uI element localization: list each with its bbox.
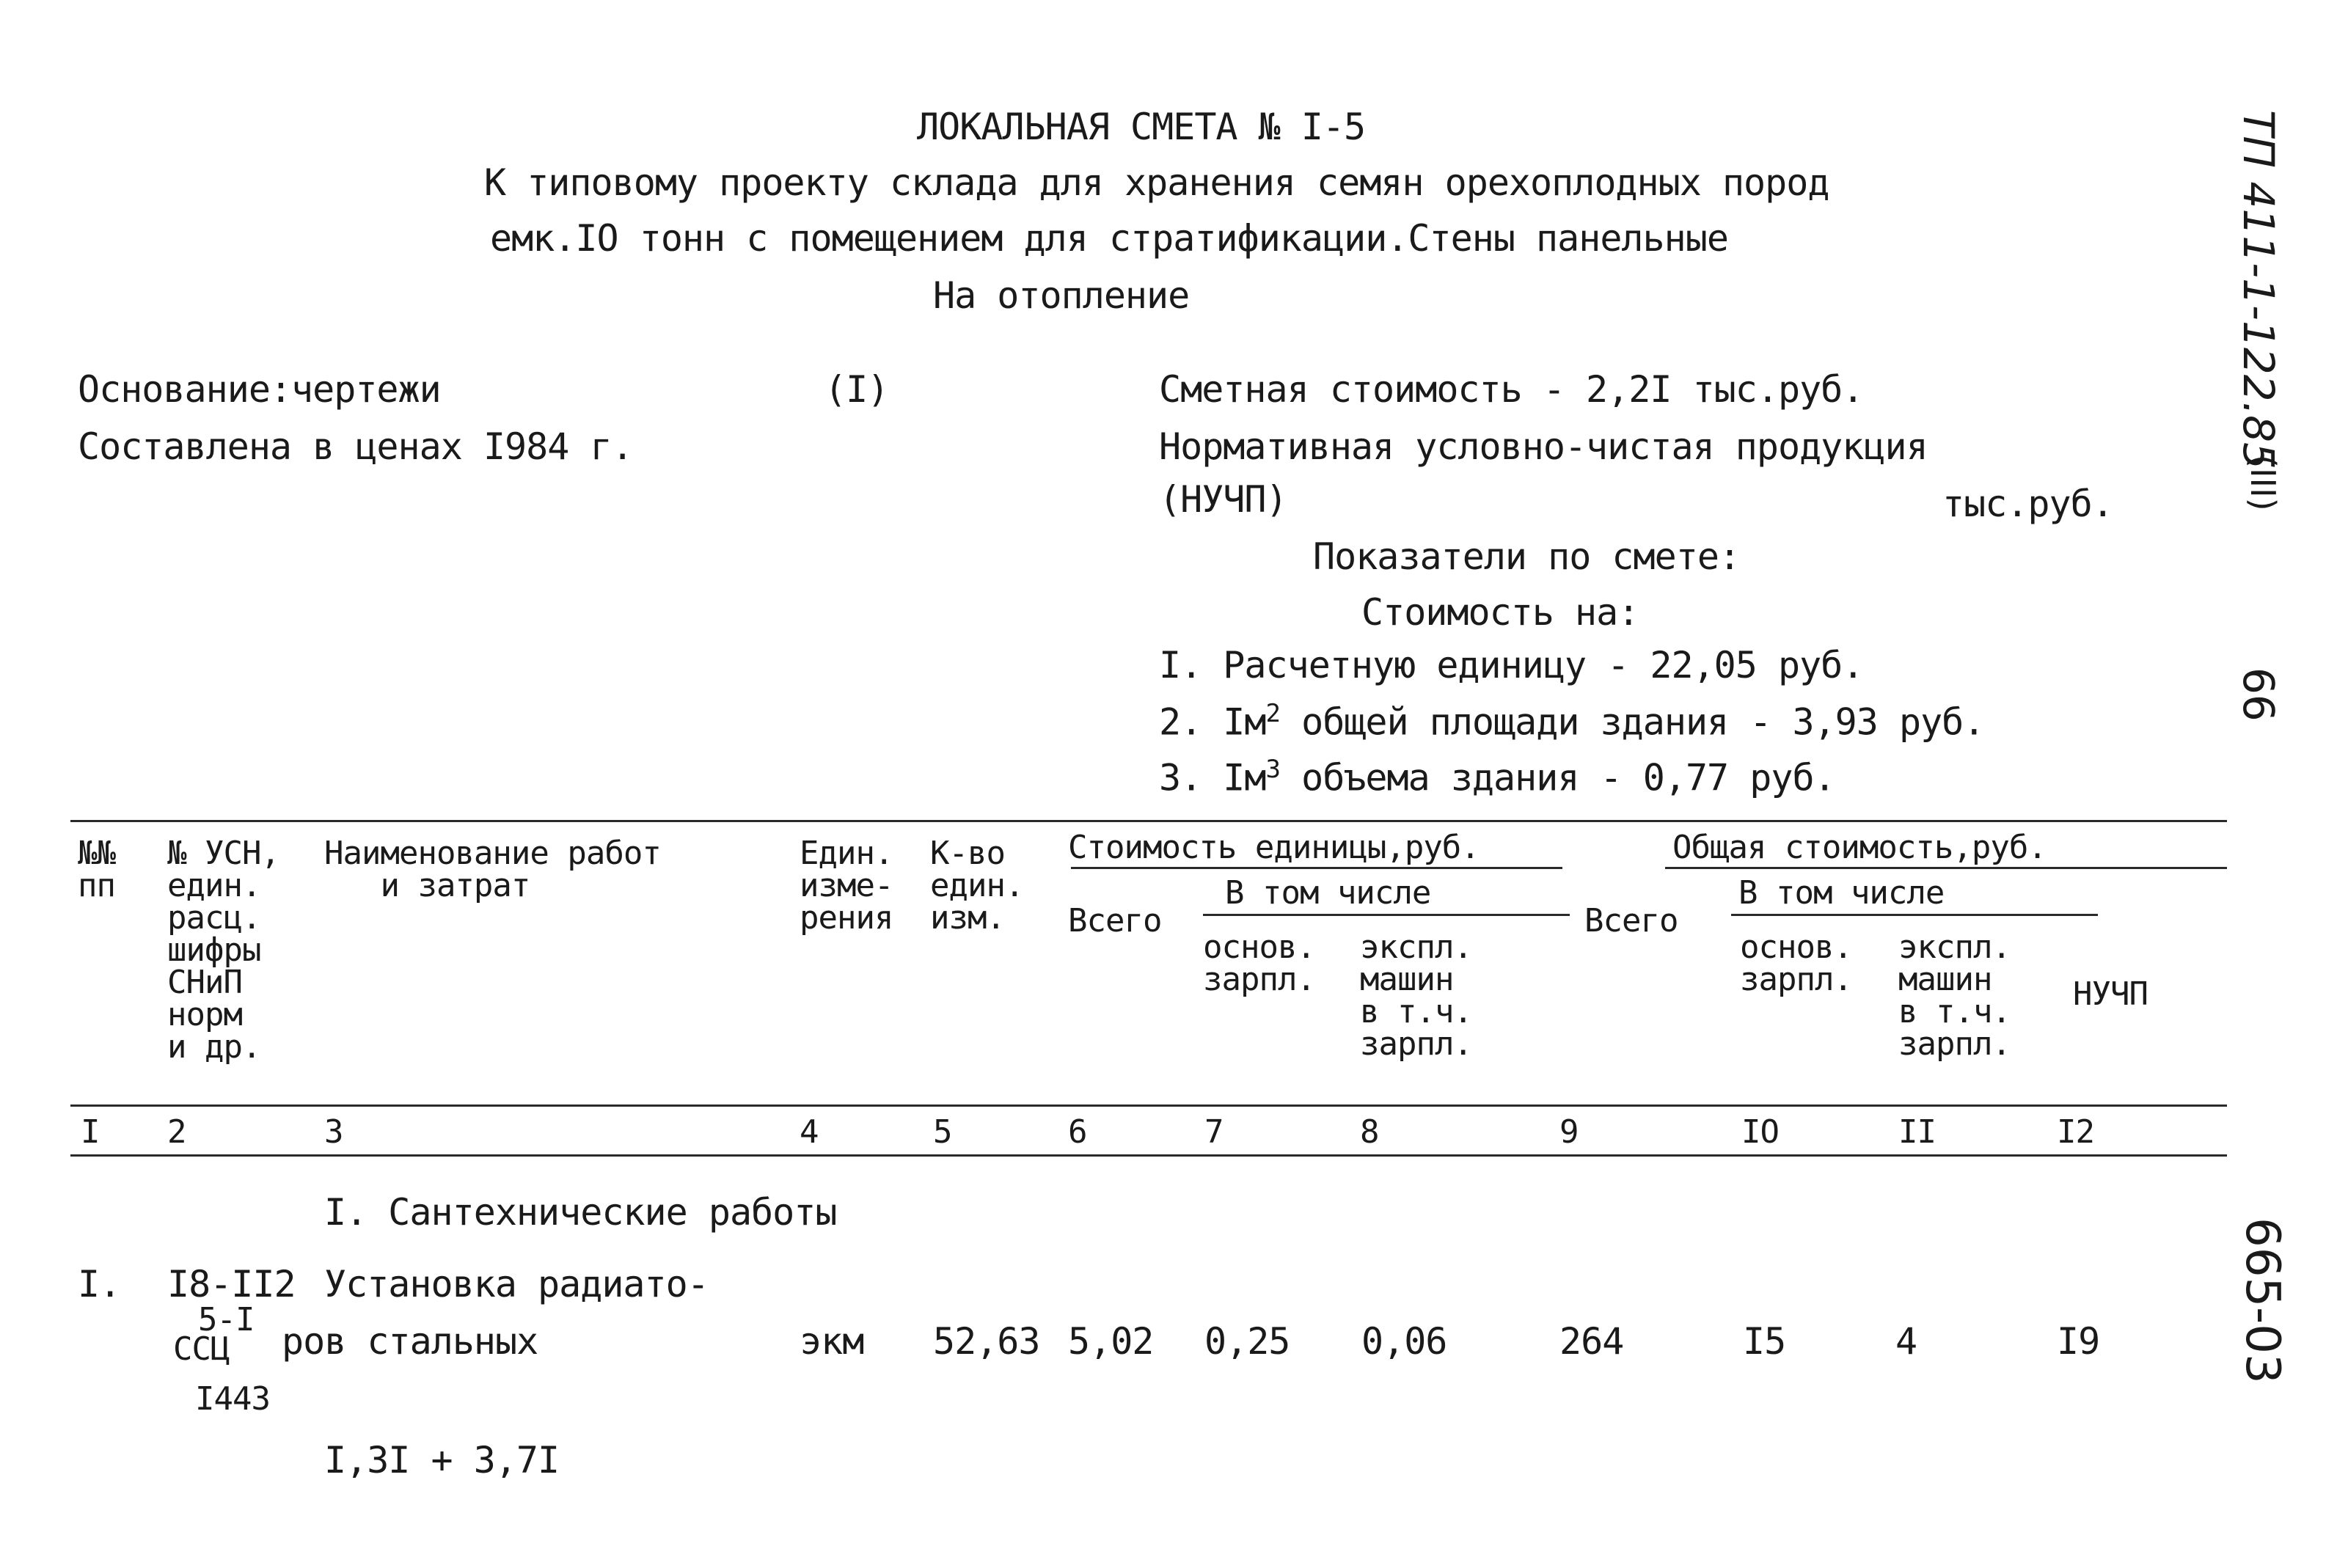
column-number: I2 xyxy=(2057,1113,2094,1151)
table-top-rule xyxy=(70,820,2227,822)
header-unit-cost: Стоимость единицы,руб. xyxy=(1068,829,1480,866)
row-unit-wage: 0,25 xyxy=(1204,1320,1290,1363)
column-number: 8 xyxy=(1360,1113,1379,1151)
row-total: 264 xyxy=(1559,1320,1624,1363)
column-number: 3 xyxy=(324,1113,343,1151)
column-numbers-rule xyxy=(70,1154,2227,1157)
column-number: 2 xyxy=(167,1113,186,1151)
header-total-cost: Общая стоимость,руб. xyxy=(1672,829,2047,866)
column-number: 7 xyxy=(1204,1113,1224,1151)
header-bottom-rule xyxy=(70,1104,2227,1107)
row-total-machines: 4 xyxy=(1895,1320,1917,1363)
estimated-cost: Сметная стоимость - 2,2I тыс.руб. xyxy=(1159,368,1864,411)
total-cost-rule xyxy=(1665,867,2227,869)
header-total-incl: В том числе xyxy=(1738,874,1945,912)
indicator-1: I. Расчетную единицу - 22,05 руб. xyxy=(1159,644,1864,686)
header-total-wage: основ. зарпл. xyxy=(1740,928,1852,998)
column-number: 9 xyxy=(1559,1113,1579,1151)
row-name-1: Установка радиато- xyxy=(324,1263,709,1305)
margin-project-code: ТП 411-1-122.85 xyxy=(2234,110,2283,469)
header-work-name: Наименование работ и затрат xyxy=(324,835,661,904)
header-quantity: К-во един. изм. xyxy=(930,835,1024,937)
row-code-1: I8-II2 xyxy=(167,1263,296,1305)
unit-incl-rule xyxy=(1203,914,1570,916)
superscript-2: 2 xyxy=(1265,699,1280,728)
basis-text: Основание:чертежи xyxy=(78,368,441,411)
column-number: II xyxy=(1898,1113,1936,1151)
project-line-3: На отопление xyxy=(933,274,1190,317)
row-nuchp: I9 xyxy=(2057,1320,2100,1363)
nuchp-line-2: (НУЧП) xyxy=(1159,478,1287,521)
header-total-total: Всего xyxy=(1584,902,1678,939)
nuchp-line-1: Нормативная условно-чистая продукция xyxy=(1159,425,1928,468)
indicator-2: 2. $Iм^2$ общей площади здания - 3,93 руб. xyxy=(1159,699,1985,744)
column-number: 5 xyxy=(933,1113,952,1151)
header-unit-incl: В том числе xyxy=(1225,874,1431,912)
basis-marker: (I) xyxy=(824,368,889,411)
superscript-3: 3 xyxy=(1265,755,1280,784)
unit-cost-rule xyxy=(1071,867,1562,869)
cost-on-heading: Стоимость на: xyxy=(1361,591,1639,634)
indicator-3: 3. $Iм^3$ объема здания - 0,77 руб. xyxy=(1159,755,1835,799)
row-total-wage: I5 xyxy=(1743,1320,1786,1363)
section-title: I. Сантехнические работы xyxy=(324,1191,837,1234)
row-formula: I,3I + 3,7I xyxy=(324,1439,560,1481)
row-unit-total: 5,02 xyxy=(1068,1320,1154,1363)
row-code-2: 5-I xyxy=(198,1301,255,1338)
total-incl-rule xyxy=(1731,914,2098,916)
header-unit-machines: экспл. машин в т.ч. зарпл. xyxy=(1360,928,1472,1063)
header-unit-total: Всего xyxy=(1068,902,1162,939)
row-name-2: ров стальных xyxy=(282,1320,538,1363)
document-title: ЛОКАЛЬНАЯ СМЕТА № I-5 xyxy=(917,106,1366,148)
margin-sheet-code: 665-03 xyxy=(2235,1217,2289,1384)
indicators-heading: Показатели по смете: xyxy=(1313,535,1741,578)
project-line-1: К типовому проекту склада для хранения семян орехоплодных пород xyxy=(484,161,1829,204)
header-nuchp: НУЧП xyxy=(2073,975,2148,1013)
prices-text: Составлена в ценах I984 г. xyxy=(78,425,633,468)
nuchp-unit: тыс.руб. xyxy=(1942,483,2113,525)
column-number: IO xyxy=(1741,1113,1779,1151)
header-total-machines: экспл. машин в т.ч. зарпл. xyxy=(1898,928,2011,1063)
row-unit-machines: 0,06 xyxy=(1361,1320,1447,1363)
row-unit: экм xyxy=(800,1320,864,1363)
header-code: № УСН, един. расц. шифры СНиП норм и др. xyxy=(167,835,279,1066)
header-unit-wage: основ. зарпл. xyxy=(1203,928,1315,998)
project-line-2: емк.IO тонн с помещением для стратификации.Стены панельные xyxy=(490,217,1728,260)
row-code-3: ССЦ xyxy=(173,1330,230,1368)
header-unit: Един. изме- рения xyxy=(800,835,893,937)
column-number: 6 xyxy=(1068,1113,1087,1151)
margin-page-number: 66 xyxy=(2234,667,2283,722)
row-code-4: I443 xyxy=(195,1380,270,1418)
header-row-number: №№ пп xyxy=(78,835,115,904)
column-number: 4 xyxy=(800,1113,819,1151)
row-number: I. xyxy=(78,1263,121,1305)
column-number: I xyxy=(81,1113,100,1151)
row-quantity: 52,63 xyxy=(933,1320,1040,1363)
margin-roman: (III) xyxy=(2243,455,2283,511)
